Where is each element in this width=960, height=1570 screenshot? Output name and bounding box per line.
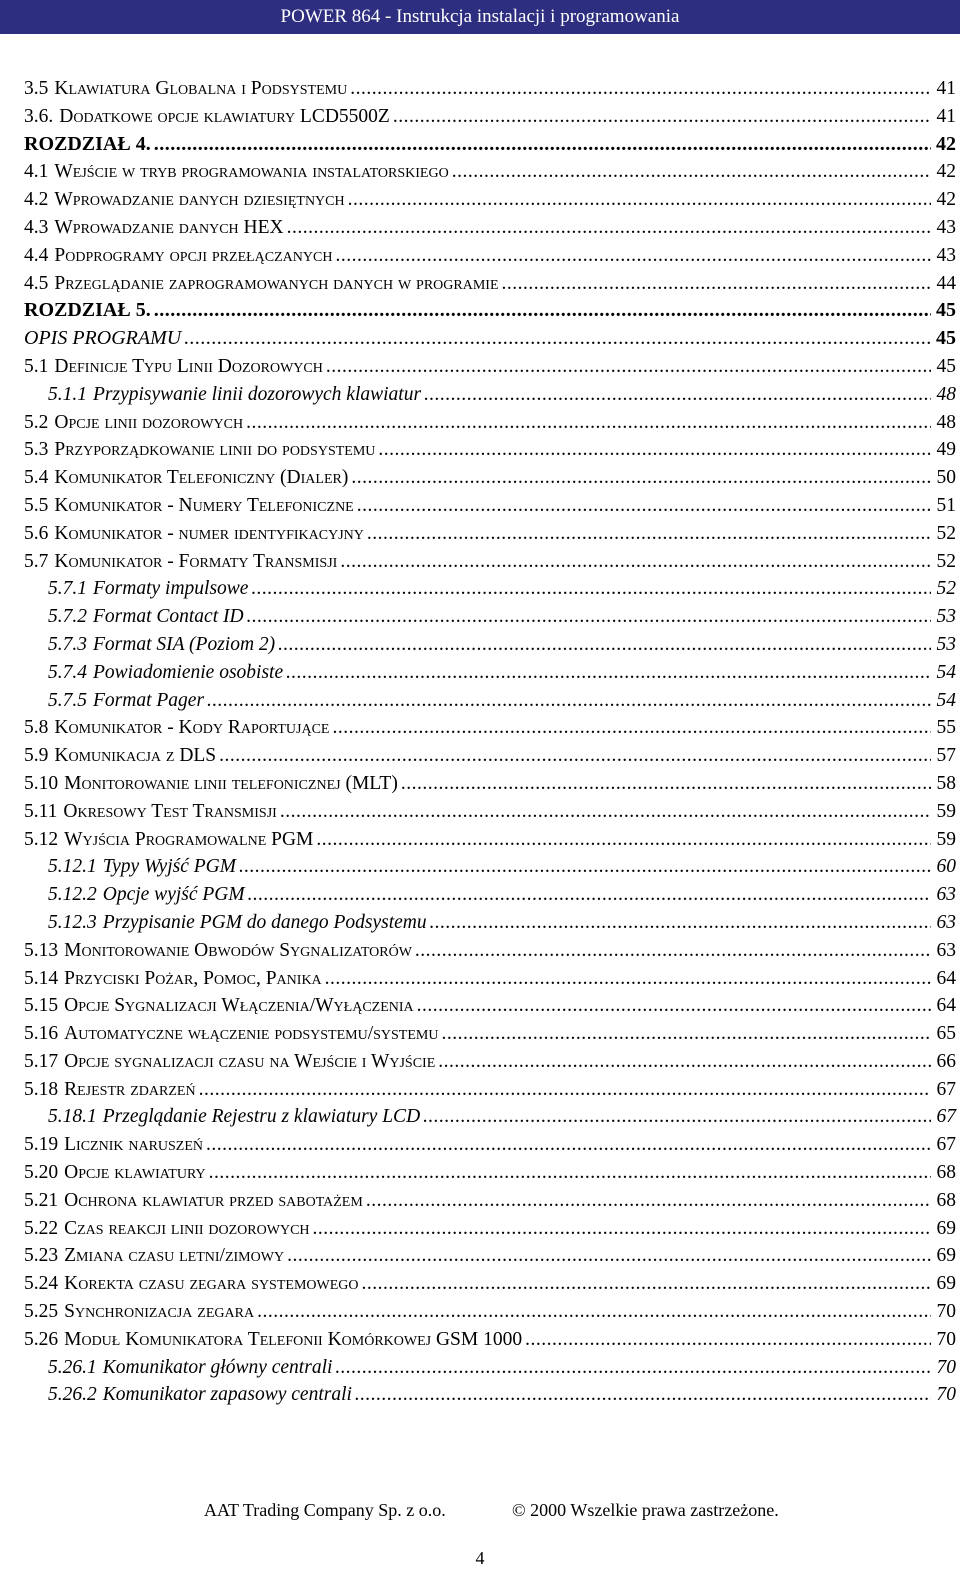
toc-entry[interactable] <box>24 937 956 965</box>
dot-leader <box>452 158 931 186</box>
dot-leader <box>423 1103 931 1131</box>
toc-entry-page: 64 <box>936 967 956 989</box>
toc-entry-title: Format Contact ID <box>93 606 244 628</box>
dot-leader <box>355 1381 931 1409</box>
toc-entry-number: 5.18.1 <box>48 1106 97 1128</box>
toc-entry[interactable] <box>24 659 956 687</box>
toc-entry[interactable] <box>24 1048 956 1076</box>
toc-entry[interactable] <box>24 742 956 770</box>
toc-entry[interactable] <box>24 270 956 298</box>
toc-entry-number: 5.7.4 <box>48 661 87 683</box>
toc-entry-title: Klawiatura Globalna i Podsystemu <box>54 78 348 99</box>
dot-leader <box>199 1076 931 1104</box>
dot-leader <box>357 492 931 520</box>
toc-entry-title: Licznik naruszeń <box>64 1134 204 1156</box>
toc-entry-number: 5.2 <box>24 411 49 433</box>
toc-entry[interactable] <box>24 464 956 492</box>
toc-entry-page: 60 <box>936 856 956 878</box>
toc-entry-page: 44 <box>936 272 956 294</box>
toc-entry-title: Czas reakcji linii dozorowych <box>64 1217 310 1239</box>
dot-leader <box>207 687 931 715</box>
toc-entry-title: Ochrona klawiatur przed sabotażem <box>64 1189 363 1211</box>
toc-entry-title: Wejście w tryb programowania instalatorskiego <box>54 161 449 183</box>
dot-leader <box>248 881 931 909</box>
toc-entry-page: 67 <box>936 1134 956 1156</box>
toc-entry-title: Opcje Sygnalizacji Włączenia/Wyłączenia <box>64 995 414 1017</box>
dot-leader <box>154 297 931 325</box>
toc-entry[interactable] <box>24 1215 956 1243</box>
dot-leader <box>239 853 931 881</box>
toc-entry-title: Typy Wyjść PGM <box>102 856 236 878</box>
footer-copyright: © 2000 Wszelkie prawa zastrzeżone. <box>512 1500 779 1520</box>
dot-leader <box>332 714 931 742</box>
toc-entry-number: 5.1 <box>24 355 49 377</box>
toc-entry-title: Opcje klawiatury <box>64 1162 206 1184</box>
toc-entry-page: 67 <box>936 1106 956 1128</box>
toc-entry-page: 52 <box>936 522 956 544</box>
toc-entry[interactable] <box>24 770 956 798</box>
toc-entry-page: 59 <box>936 800 956 822</box>
toc-entry-number: 3.6. <box>24 105 54 127</box>
toc-entry[interactable] <box>24 158 956 186</box>
dot-leader <box>278 631 931 659</box>
toc-entry-title: Komunikator - Numery Telefoniczne <box>54 494 354 516</box>
toc-entry-page: 42 <box>936 189 956 211</box>
toc-entry-title: Wprowadzanie danych dziesiętnych <box>54 189 345 211</box>
toc-entry-page: 50 <box>936 467 956 489</box>
toc-entry-page: 66 <box>936 1050 956 1072</box>
toc-entry-title: Przypisywanie linii dozorowych klawiatur <box>93 383 422 405</box>
toc-entry-number: 5.3 <box>24 439 49 461</box>
toc-entry-title: Moduł Komunikatora Telefonii Komórkowej GSM 1000 <box>64 1328 523 1350</box>
toc-entry[interactable] <box>24 436 956 464</box>
toc-entry-title: Opcje linii dozorowych <box>54 411 244 433</box>
toc-entry[interactable] <box>24 714 956 742</box>
toc-entry[interactable] <box>24 1381 956 1409</box>
dot-leader <box>525 1326 931 1354</box>
toc-entry-number: 4.1 <box>24 161 49 183</box>
dot-leader <box>393 103 931 131</box>
dot-leader <box>438 1048 931 1076</box>
toc-entry[interactable] <box>24 909 956 937</box>
toc-entry-title: ROZDZIAŁ 4. <box>24 132 151 155</box>
dot-leader <box>257 1298 931 1326</box>
toc-entry-title: Definicje Typu Linii Dozorowych <box>54 355 323 377</box>
toc-entry-page: 45 <box>936 299 956 322</box>
toc-entry-page: 49 <box>936 439 956 461</box>
toc-entry-number: 5.12.3 <box>48 911 97 933</box>
dot-leader <box>247 603 931 631</box>
dot-leader <box>219 742 931 770</box>
dot-leader <box>154 131 931 159</box>
toc-entry[interactable] <box>24 381 956 409</box>
toc-entry-title: Monitorowanie Obwodów Sygnalizatorów <box>64 939 412 961</box>
dot-leader <box>280 798 931 826</box>
toc-entry[interactable] <box>24 881 956 909</box>
toc-entry-page: 55 <box>936 717 956 739</box>
toc-entry[interactable] <box>24 297 956 325</box>
toc-entry-page: 69 <box>936 1245 956 1267</box>
toc-entry-number: 5.5 <box>24 494 49 516</box>
toc-entry-page: 51 <box>936 494 956 516</box>
toc-entry-number: 5.26.1 <box>48 1356 97 1378</box>
dot-leader <box>415 937 931 965</box>
toc-entry-page: 43 <box>936 244 956 266</box>
toc-entry-page: 53 <box>936 633 956 655</box>
toc-entry[interactable] <box>24 603 956 631</box>
toc-entry-number: 5.9 <box>24 745 49 767</box>
toc-entry-title: Synchronizacja zegara <box>64 1301 255 1323</box>
toc-entry-page: 59 <box>936 828 956 850</box>
toc-entry-number: 5.26.2 <box>48 1384 97 1406</box>
toc-entry-number: 4.3 <box>24 216 49 238</box>
toc-entry-page: 42 <box>936 132 956 155</box>
dot-leader <box>184 325 931 353</box>
toc-entry[interactable] <box>24 631 956 659</box>
toc-entry-page: 65 <box>936 1023 956 1045</box>
toc-entry[interactable] <box>24 687 956 715</box>
toc-entry[interactable] <box>24 826 956 854</box>
toc-entry[interactable] <box>24 325 956 353</box>
toc-entry[interactable] <box>24 75 956 103</box>
toc-entry-number: 5.21 <box>24 1189 59 1211</box>
toc-entry[interactable] <box>24 1020 956 1048</box>
toc-entry-title: Format Pager <box>93 689 205 711</box>
toc-entry-page: 58 <box>936 772 956 794</box>
toc-entry-number: 5.7.1 <box>48 578 87 600</box>
toc-entry-number: 5.17 <box>24 1050 59 1072</box>
toc-entry[interactable] <box>24 1131 956 1159</box>
toc-entry[interactable] <box>24 520 956 548</box>
toc-entry[interactable] <box>24 409 956 437</box>
toc-entry-number: 4.2 <box>24 189 49 211</box>
toc-entry-page: 41 <box>936 78 956 99</box>
dot-leader <box>287 214 931 242</box>
toc-entry-title: Komunikator Telefoniczny (Dialer) <box>54 467 349 489</box>
toc-entry[interactable] <box>24 214 956 242</box>
toc-entry[interactable] <box>24 1354 956 1382</box>
toc-entry[interactable] <box>24 1103 956 1131</box>
dot-leader <box>502 270 932 298</box>
toc-entry-number: 5.10 <box>24 772 59 794</box>
toc-entry-number: 5.25 <box>24 1301 59 1323</box>
toc-entry[interactable] <box>24 575 956 603</box>
dot-leader <box>430 909 931 937</box>
toc-entry-number: 5.7.5 <box>48 689 87 711</box>
toc-entry-title: Zmiana czasu letni/zimowy <box>64 1245 285 1267</box>
toc-entry-page: 48 <box>936 383 956 405</box>
toc-entry-page: 54 <box>936 689 956 711</box>
toc-entry[interactable] <box>24 186 956 214</box>
toc-entry-number: 5.4 <box>24 467 49 489</box>
toc-entry-title: Powiadomienie osobiste <box>93 661 284 683</box>
dot-leader <box>441 1020 931 1048</box>
dot-leader <box>326 353 931 381</box>
page-number: 4 <box>475 1548 485 1568</box>
toc-entry-number: 4.4 <box>24 244 49 266</box>
toc-entry-page: 63 <box>936 911 956 933</box>
toc-entry-number: 5.6 <box>24 522 49 544</box>
toc-entry-number: 5.26 <box>24 1328 59 1350</box>
page-header <box>0 0 960 34</box>
dot-leader <box>316 826 931 854</box>
dot-leader <box>351 464 931 492</box>
dot-leader <box>209 1159 931 1187</box>
toc-entry[interactable] <box>24 548 956 576</box>
toc-entry-number: 5.24 <box>24 1273 59 1295</box>
toc-entry-page: 68 <box>936 1162 956 1184</box>
toc-entry-page: 54 <box>936 661 956 683</box>
toc-entry[interactable] <box>24 1159 956 1187</box>
toc-entry-number: 5.20 <box>24 1162 59 1184</box>
dot-leader <box>361 1270 931 1298</box>
toc-entry-page: 70 <box>936 1356 956 1378</box>
toc-entry-page: 41 <box>936 105 956 127</box>
toc-entry-page: 48 <box>936 411 956 433</box>
toc-entry-number: 5.7.2 <box>48 606 87 628</box>
toc-entry-number: 5.12.1 <box>48 856 97 878</box>
toc-entry-title: Wprowadzanie danych HEX <box>54 216 284 238</box>
toc-entry-title: OPIS PROGRAMU <box>24 327 182 350</box>
toc-entry[interactable] <box>24 242 956 270</box>
toc-entry-page: 70 <box>936 1328 956 1350</box>
toc-entry[interactable] <box>24 353 956 381</box>
toc-entry-number: 5.7.3 <box>48 633 87 655</box>
toc-entry-number: 3.5 <box>24 78 49 99</box>
toc-entry[interactable] <box>24 1187 956 1215</box>
toc-entry-title: Opcje wyjść PGM <box>102 884 245 906</box>
toc-entry-page: 63 <box>936 884 956 906</box>
toc-entry[interactable] <box>24 853 956 881</box>
dot-leader <box>401 770 931 798</box>
toc-entry-title: Podprogramy opcji przełączanych <box>54 244 333 266</box>
toc-entry-number: 5.8 <box>24 717 49 739</box>
toc-entry-title: Dodatkowe opcje klawiatury LCD5500Z <box>59 105 390 127</box>
toc-entry-number: 5.1.1 <box>48 383 87 405</box>
toc-entry[interactable] <box>24 1270 956 1298</box>
table-of-contents <box>24 75 956 1409</box>
dot-leader <box>350 75 931 103</box>
toc-entry-title: Przyporządkowanie linii do podsystemu <box>54 439 376 461</box>
toc-entry-title: Komunikator - Kody Raportujące <box>54 717 330 739</box>
toc-entry-page: 68 <box>936 1189 956 1211</box>
toc-entry-number: 5.13 <box>24 939 59 961</box>
toc-entry-page: 52 <box>936 550 956 572</box>
toc-entry-title: Formaty impulsowe <box>93 578 249 600</box>
toc-entry[interactable] <box>24 1076 956 1104</box>
toc-entry-page: 69 <box>936 1217 956 1239</box>
toc-entry-page: 67 <box>936 1078 956 1100</box>
dot-leader <box>206 1131 931 1159</box>
toc-entry-number: 5.18 <box>24 1078 59 1100</box>
dot-leader <box>367 520 931 548</box>
toc-entry-page: 70 <box>936 1384 956 1406</box>
dot-leader <box>287 1242 931 1270</box>
dot-leader <box>417 992 931 1020</box>
dot-leader <box>335 1354 931 1382</box>
toc-entry[interactable] <box>24 798 956 826</box>
dot-leader <box>378 436 931 464</box>
toc-entry-title: Format SIA (Poziom 2) <box>93 633 276 655</box>
toc-entry[interactable] <box>24 492 956 520</box>
dot-leader <box>286 659 931 687</box>
toc-entry-page: 70 <box>936 1301 956 1323</box>
toc-entry[interactable] <box>24 965 956 993</box>
toc-entry-title: Komunikator - numer identyfikacyjny <box>54 522 364 544</box>
dot-leader <box>335 242 931 270</box>
toc-entry-page: 64 <box>936 995 956 1017</box>
toc-entry-title: Monitorowanie linii telefonicznej (MLT) <box>64 772 398 794</box>
toc-entry-number: 5.22 <box>24 1217 59 1239</box>
toc-entry[interactable] <box>24 1298 956 1326</box>
toc-entry-title: ROZDZIAŁ 5. <box>24 299 151 322</box>
toc-entry-title: Komunikacja z DLS <box>54 745 217 767</box>
dot-leader <box>246 409 931 437</box>
dot-leader <box>325 965 931 993</box>
toc-entry-page: 45 <box>936 327 956 350</box>
toc-entry-number: 5.14 <box>24 967 59 989</box>
toc-entry[interactable] <box>24 1242 956 1270</box>
toc-entry-page: 42 <box>936 161 956 183</box>
dot-leader <box>366 1187 931 1215</box>
toc-entry-title: Komunikator główny centrali <box>102 1356 333 1378</box>
toc-entry-page: 63 <box>936 939 956 961</box>
toc-entry-number: 4.5 <box>24 272 49 294</box>
toc-entry[interactable] <box>24 103 956 131</box>
toc-entry-number: 5.19 <box>24 1134 59 1156</box>
toc-entry-page: 53 <box>936 606 956 628</box>
toc-entry-title: Przeglądanie Rejestru z klawiatury LCD <box>102 1106 421 1128</box>
toc-entry-page: 45 <box>936 355 956 377</box>
toc-entry-number: 5.15 <box>24 995 59 1017</box>
toc-entry-number: 5.11 <box>24 800 58 822</box>
toc-entry-number: 5.7 <box>24 550 49 572</box>
dot-leader <box>313 1215 931 1243</box>
dot-leader <box>348 186 931 214</box>
toc-entry-title: Okresowy Test Transmisji <box>63 800 277 822</box>
toc-entry[interactable] <box>24 131 956 159</box>
toc-entry-title: Korekta czasu zegara systemowego <box>64 1273 359 1295</box>
header-title: POWER 864 - Instrukcja instalacji i programowania <box>280 6 680 27</box>
toc-entry-number: 5.12.2 <box>48 884 97 906</box>
toc-entry-number: 5.12 <box>24 828 59 850</box>
toc-entry[interactable] <box>24 992 956 1020</box>
toc-entry-title: Przeglądanie zaprogramowanych danych w programie <box>54 272 499 294</box>
toc-entry-number: 5.23 <box>24 1245 59 1267</box>
dot-leader <box>424 381 931 409</box>
toc-entry-title: Rejestr zdarzeń <box>64 1078 196 1100</box>
toc-entry-page: 69 <box>936 1273 956 1295</box>
toc-entry-title: Komunikator - Formaty Transmisji <box>54 550 338 572</box>
toc-entry-page: 43 <box>936 216 956 238</box>
toc-entry-title: Wyjścia Programowalne PGM <box>64 828 314 850</box>
toc-entry-page: 57 <box>936 745 956 767</box>
toc-entry[interactable] <box>24 1326 956 1354</box>
toc-entry-title: Opcje sygnalizacji czasu na Wejście i Wyjście <box>64 1050 436 1072</box>
dot-leader <box>251 575 931 603</box>
toc-entry-number: 5.16 <box>24 1023 59 1045</box>
toc-entry-title: Komunikator zapasowy centrali <box>102 1384 352 1406</box>
toc-entry-title: Automatyczne włączenie podsystemu/systemu <box>64 1023 439 1045</box>
dot-leader <box>340 548 931 576</box>
toc-entry-title: Przyciski Pożar, Pomoc, Panika <box>64 967 322 989</box>
footer-company: AAT Trading Company Sp. z o.o. <box>204 1500 446 1520</box>
toc-entry-page: 52 <box>936 578 956 600</box>
toc-entry-title: Przypisanie PGM do danego Podsystemu <box>102 911 427 933</box>
